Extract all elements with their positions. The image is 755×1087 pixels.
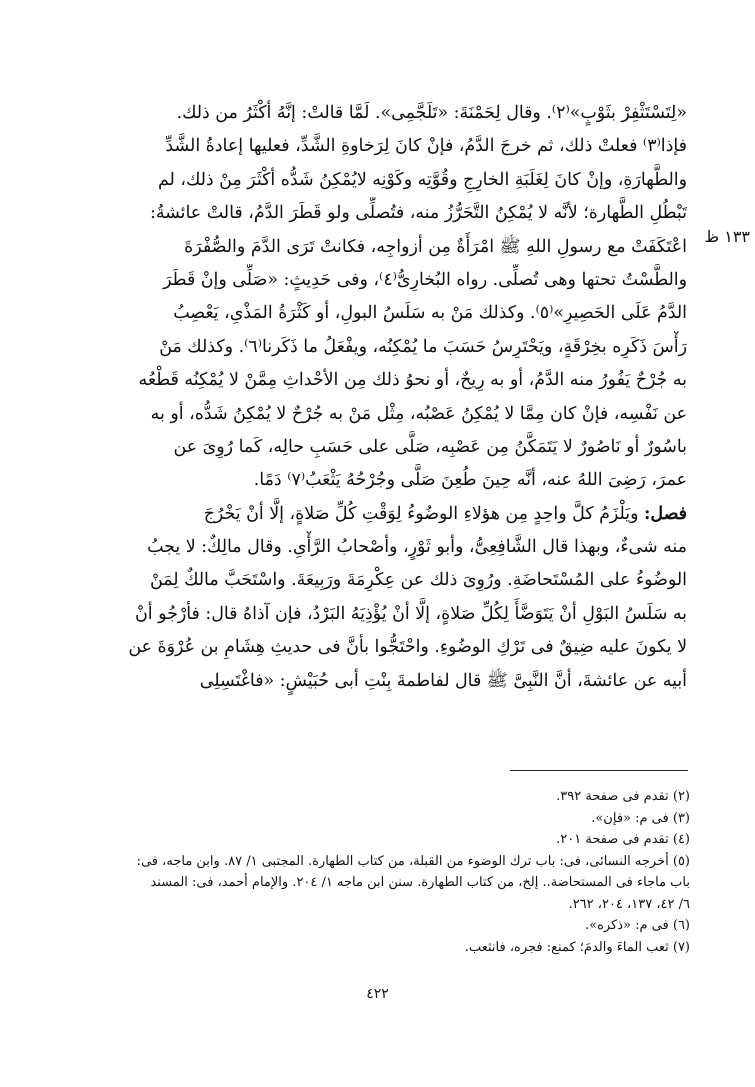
page-number: ٤٢٢ [366,986,389,1002]
text-line: «لِتَسْتَثْفِرْ بثَوْبٍ»⁽٢⁾. وقال لِحَمْنَةَ: «تَلَجَّمِى». لَمَّا قالتْ: إنَّهُ أكْثَرُ من ذلك. [176,103,687,123]
text-line: به جُرْحٌ يَفُورُ منه الدَّمُ، أو به رِيحٌ، أو نحوُ ذلك مِن الأحْداثِ مِمَّنْ لا يُمْكِنُه قَطْعُه [138,370,687,391]
text-line: الدَّمُ عَلَى الحَصِيرِ»⁽٥⁾. وكذلك مَنْ به سَلَسُ البولِ، أو كَثْرَةُ المَذْىِ، يَعْصِبُ [173,303,687,324]
text-line: أبيه عن عائشةَ، أنَّ النَّبِىَّ ﷺ قال لفاطمةَ بِنْتِ أبى حُبَيْشٍ: «فاغْتَسِلِى [199,670,687,691]
text-line: فإذا⁽٣⁾ فعلتْ ذلك، ثم خرجَ الدَّمُ، فإنْ كانَ لِرَخاوةِ الشَّدِّ، فعليها إعادةُ الشَّدِّ [165,136,687,157]
text-line: والطَّهارَةِ، وإنْ كانَ لِغَلَبَةِ الخارِجِ وقُوَّتِه وكَوْنِه لايُمْكِنُ شَدُّه أكْثَرَ مِنْ ذلك، لم [157,169,687,190]
footnote: (٣) فى م: «فإن». [591,810,690,826]
text-line: لا يكونَ عليه ضِيقٌ فى تَرْكِ الوضُوءِ. واحْتَجُّوا بأنَّ فى حديثِ هِشَامِ بن عُرْوَةَ عن [128,637,687,658]
section-first-line-text: ويَلْزَمُ كلَّ واحِدٍ مِن هؤلاءِ الوضُوءُ لِوَقْتِ كُلِّ صَلاةٍ، إلَّا أنْ يَخْرُجَ [203,503,645,524]
text-line: والطَّسْتُ تحتها وهى تُصلِّى. رواه البُخارِىُّ⁽٤⁾، وفى حَدِيثٍ: «صَلِّى وإنْ قَطَرَ [163,269,687,290]
text-line: منه شىءٌ، وبهذا قال الشَّافِعِىُّ، وأبو ثَوْرٍ، وأصْحابُ الرَّأْىِ. وقال مالِكٌ: لا يجبُ [147,537,687,558]
text-line: اعْتَكَفَتْ مع رسولِ اللهِ ﷺ امْرَأَةٌ مِن أزواجِه، فكانتْ تَرَى الدَّمَ والصُّفْرَةَ [184,236,687,257]
footnote: (٢) تقدم فى صفحة ٣٩٢. [556,789,690,804]
text-line: تَبْطُلِ الطَّهارة؛ لأنَّه لا يُمْكِنُ التَّحَرُّزُ منه، فتُصلِّى ولو قَطَرَ الدَّمُ، قالتْ عائشةُ: [149,203,687,224]
footnote-separator [510,770,688,771]
section-first-line [62,498,687,531]
section-heading: فصل: [644,503,687,524]
text-line: عن نَفْسِه، فإنْ كان مِمَّا لا يُمْكِنُ عَصْبُه، مِثْل مَنْ به جُرْحٌ لا يُمْكِنُ شَدُّه، أو به [150,403,687,424]
footnote: (٧) ثعب الماءَ والدمَ؛ كمنع: فجره، فانثعب. [464,939,690,955]
manuscript-folio-marker: ١٣٣ ظ [704,227,750,246]
main-text [62,97,687,698]
text-line: به سَلَسُ البَوْلِ أنْ يَتَوَضَّأَ لِكُلِّ صَلاةٍ، إلَّا أنْ يُؤْذِيَهُ البَرْدُ، فإن آذاهُ قال: فأرْجُو أنْ [134,603,687,624]
text-line: الوضُوءُ على المُسْتَحاضَةِ. ورُوِىَ ذلك عن عِكْرِمَةَ ورَبِيعَةَ. واسْتَحَبَّ مالكٌ لِمَنْ [149,570,687,591]
text-line: باسُورٌ أو نَاصُورٌ لا يَتَمَكَّنُ مِن عَصْبِه، صَلَّى على حَسَبِ حالِه، كَما رُوِىَ عن [173,436,687,457]
footnote: (٦) فى م: «ذكره». [584,918,690,933]
footnotes [62,786,690,958]
footnote: باب ماجاء فى المستحاضة.. إلخ، من كتاب الطهارة. سنن ابن ماجه ١/ ٢٠٤. والإمام أحمد، فى: المسند [150,875,690,890]
text-line: عمرَ، رَضِىَ اللهُ عنه، أنَّه حِينَ طُعِنَ صَلَّى وجُرْحُهُ يَثْعَبُ⁽٧⁾ دَمًا. [253,470,687,491]
footnote: ٦/ ٤٢، ١٣٧، ٢٠٤، ٢٦٢. [568,896,690,912]
footnote: (٥) أخرجه النسائى، فى: باب ترك الوضوء من القبلة، من كتاب الطهارة. المجتبى ١/ ٨٧. وابن ماجه، فى: [136,853,690,869]
footnote: (٤) تقدم فى صفحة ٢٠١. [556,832,690,847]
text-line: رَأْسَ ذَكَرِه بخِرْقَةٍ، ويَحْتَرِسُ حَسَبَ ما يُمْكِنُه، ويفْعَلُ ما ذَكَرنا⁽٦⁾. وكذلك مَنْ [159,336,687,357]
